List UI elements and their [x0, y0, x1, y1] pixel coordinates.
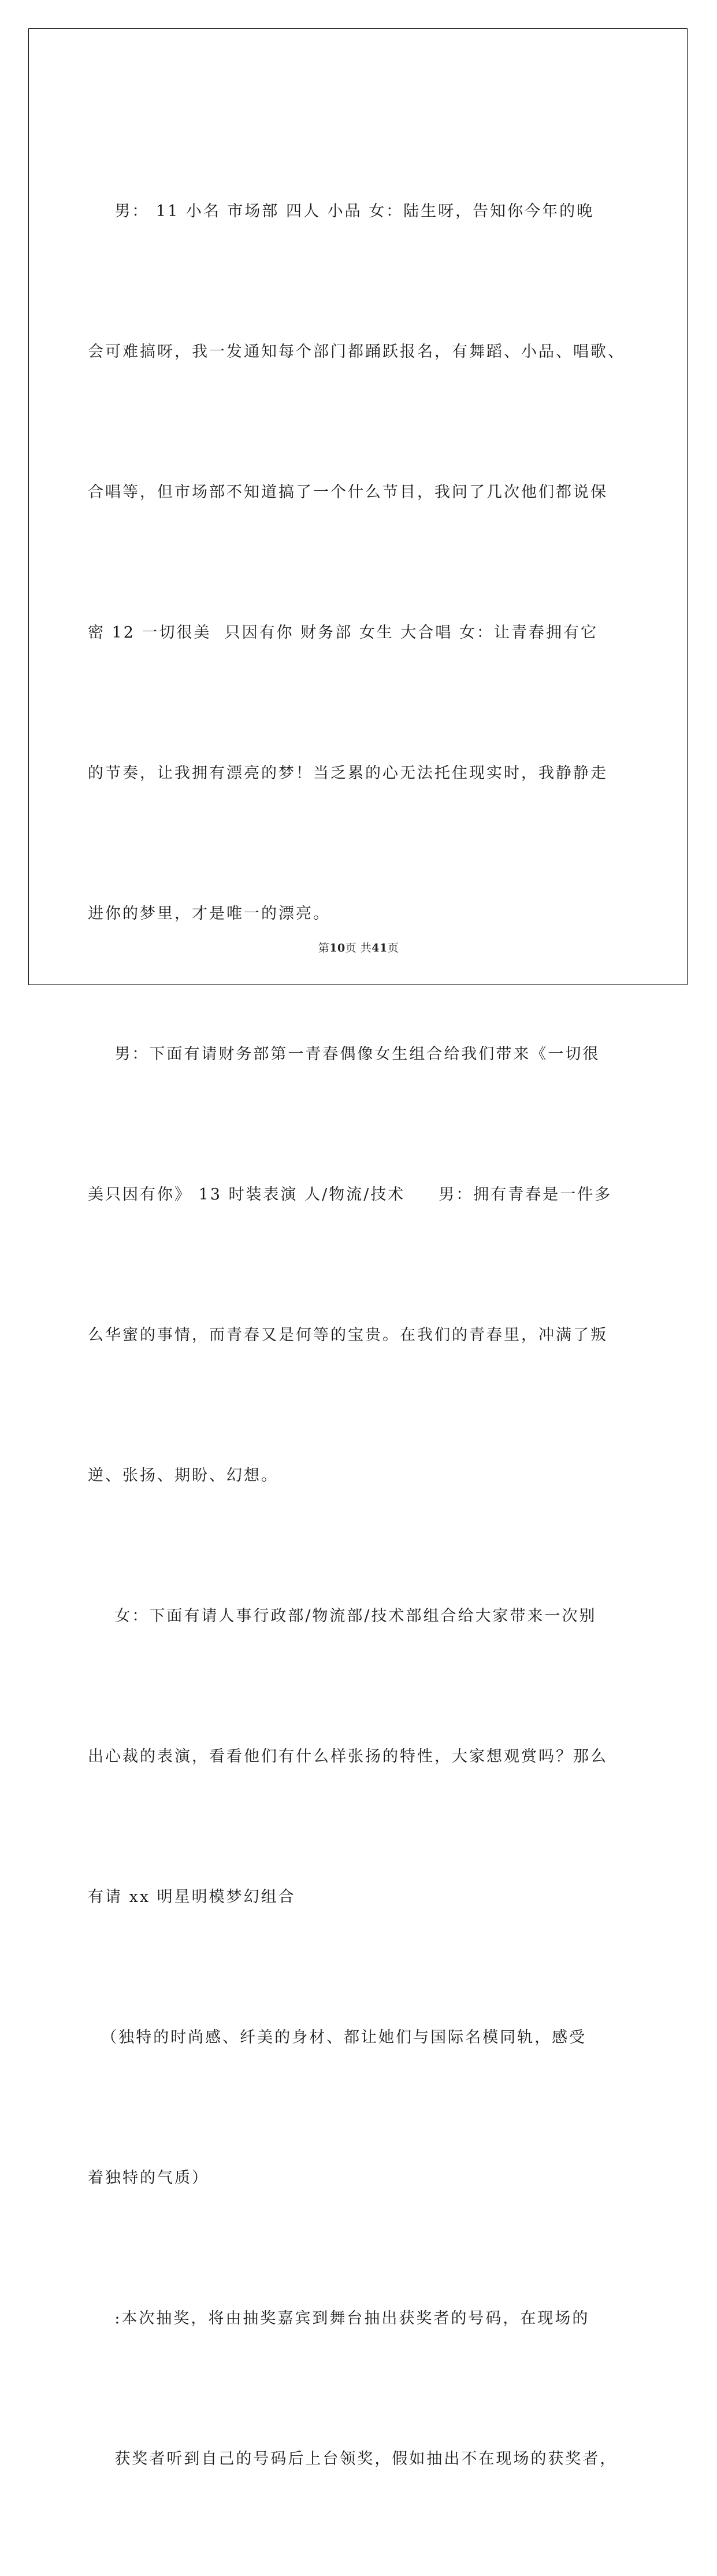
text-line: 密 12 一切很美 只因有你 财务部 女生 大合唱 女：让青春拥有它 [88, 624, 599, 642]
text-line: 男：下面有请财务部第一青春偶像女生组合给我们带来《一切很 [88, 1045, 600, 1063]
text-line: 女：下面有请人事行政部/物流部/技术部组合给大家带来一次别 [88, 1607, 597, 1625]
text-line: 逆、张扬、期盼、幻想。 [88, 1467, 278, 1485]
text-line: 美只因有你》 13 时装表演 人/物流/技术 男：拥有青春是一件多 [88, 1186, 612, 1204]
text-line: :本次抽奖，将由抽奖嘉宾到舞台抽出获奖者的号码，在现场的 [88, 2309, 590, 2327]
document-body [88, 94, 642, 2576]
total-page-count: 41 [371, 942, 388, 954]
text-line: （独特的时尚感、纤美的身材、都让她们与国际名模同轨，感受 [88, 2029, 587, 2046]
text-line: 么华蜜的事情，而青春又是何等的宝贵。在我们的青春里，冲满了叛 [88, 1326, 608, 1344]
text-line: 的节奏，让我拥有漂亮的梦！当乏累的心无法托住现实时，我静静走 [88, 764, 608, 782]
page-footer [0, 939, 717, 955]
footer-middle: 页 共 [345, 942, 372, 954]
text-line: 合唱等，但市场部不知道搞了一个什么节目，我问了几次他们都说保 [88, 483, 608, 501]
footer-prefix: 第 [318, 942, 330, 954]
text-line: 进你的梦里，才是唯一的漂亮。 [88, 905, 330, 923]
text-line: 男： 11 小名 市场部 四人 小品 女：陆生呀，告知你今年的晚 [88, 202, 595, 220]
text-line: 出心裁的表演，看看他们有什么样张扬的特性，大家想观赏吗？那么 [88, 1748, 608, 1766]
text-line: 会可难搞呀，我一发通知每个部门都踊跃报名，有舞蹈、小品、唱歌、 [88, 343, 625, 361]
text-line: 有请 xx 明星明模梦幻组合 [88, 1888, 296, 1906]
text-line: 着独特的气质） [88, 2169, 209, 2187]
current-page-number: 10 [329, 942, 346, 954]
body-text [88, 94, 642, 2576]
text-line: 获奖者听到自己的号码后上台领奖，假如抽出不在现场的获奖者， [88, 2450, 618, 2468]
footer-suffix: 页 [387, 942, 399, 954]
